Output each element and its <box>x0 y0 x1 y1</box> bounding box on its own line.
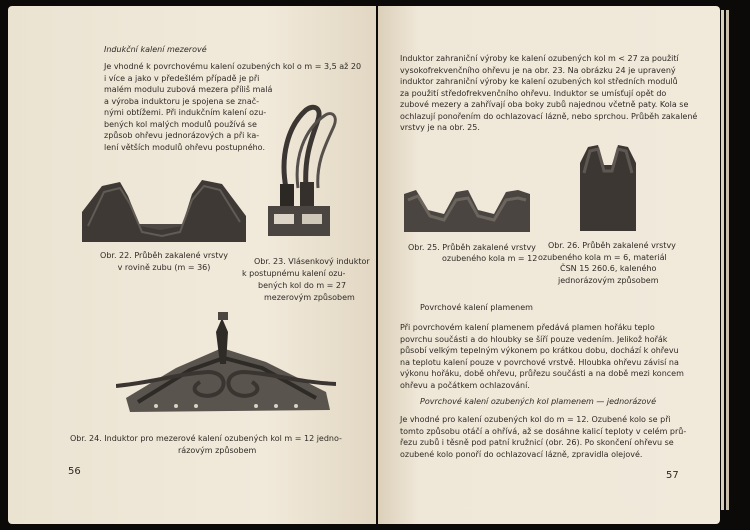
text-line: bených kol malých modulů používá se <box>104 119 257 129</box>
page-number: 57 <box>666 470 679 481</box>
text-line: Induktor zahraniční výroby ke kalení ozubených kol m < 27 za použití <box>400 54 679 63</box>
text-line: ochlazují ponořením do ochlazovací lázně, nebo sprchou. Průběh zakalené <box>400 111 698 121</box>
figure-24-caption-line: Obr. 24. Induktor pro mezerové kalení ozubených kol m = 12 jedno- <box>70 434 342 443</box>
text-line: tomto způsobu otáčí a ohřívá, až se dosáhne kalicí teploty v celém prů- <box>400 426 687 436</box>
text-line: ozubené kolo ponoří do ochlazovací lázně, zpravidla olejové. <box>400 449 643 459</box>
text-line: Je vhodné k povrchovému kalení ozubených kol o m = 3,5 až 20 <box>104 62 362 71</box>
figure-26-caption-line: Obr. 26. Průběh zakalené vrstvy <box>548 241 676 250</box>
section-heading: Indukční kalení mezerové <box>104 45 207 54</box>
text-line: zubové mezery a zahřívají oba boky zubů najednou včetně paty. Kola se <box>400 100 689 109</box>
text-line: řezu zubů i těsně pod patní kružnicí (obr. 26). Po skončení ohřevu se <box>400 438 674 447</box>
figure-23-hairpin-inductor <box>260 96 344 244</box>
text-line: ohřevu a počátkem ochlazování. <box>400 380 530 390</box>
page-number: 56 <box>68 466 81 477</box>
page-edge <box>726 10 729 510</box>
figure-24-caption-line: rázovým způsobem <box>178 446 257 455</box>
text-line: působí velkým tepelným výkonem po krátkou dobu, dochází k ohřevu <box>400 346 679 355</box>
text-line: vysokofrekvenčního ohřevu je na obr. 23. Na obrázku 24 je upravený <box>400 65 676 75</box>
figure-25-caption-line: Obr. 25. Průběh zakalené vrstvy <box>408 243 536 252</box>
figure-23-caption-line: mezerovým způsobem <box>264 293 355 302</box>
page-edge <box>721 10 724 510</box>
text-line: Je vhodné pro kalení ozubených kol do m = 12. Ozubené kolo se při <box>400 415 671 424</box>
figure-26-caption-line: jednorázovým způsobem <box>558 275 659 285</box>
text-line: a výroba induktoru je spojena se znač- <box>104 96 260 106</box>
text-line: Při povrchovém kalení plamenem předává plamen hořáku teplo <box>400 323 655 332</box>
figure-23-caption-line: bených kol do m = 27 <box>258 281 347 290</box>
figure-22-caption-line: v rovině zubu (m = 36) <box>117 263 211 272</box>
text-line: povrchu součásti a do hloubky se šíří pouze vedením. Jelikož hořák <box>400 334 668 344</box>
text-line: malém modulu zubová mezera příliš malá <box>104 85 273 94</box>
text-line: výkonu hořáku, době ohřevu, průřezu součásti a na době mezi koncem <box>400 369 684 378</box>
left-page <box>8 6 376 524</box>
figure-25-gear-section <box>404 184 530 232</box>
figure-26-caption-line: ČSN 15 260.6, kaleného <box>560 264 657 273</box>
text-line: za použití středofrekvenčního ohřevu. Induktor se umísťují opět do <box>400 88 667 98</box>
section-heading: Povrchové kalení ozubených kol plamenem — jednorázové <box>420 397 657 406</box>
figure-26-tooth <box>578 143 638 231</box>
text-line: i více a jako v předešlém případě je při <box>104 73 260 83</box>
figure-26-caption-line: ozubeného kola m = 6, materiál <box>538 252 667 262</box>
text-line: na teplotu kalení pouze v povrchové vrstvě. Hloubka ohřevu závisí na <box>400 357 679 367</box>
text-line: způsob ohřevu jednorázových a při ka- <box>104 131 260 140</box>
figure-24-inductor <box>116 302 336 418</box>
section-heading: Povrchové kalení plamenem <box>420 303 533 312</box>
figure-25-caption-line: ozubeného kola m = 12 <box>442 254 538 263</box>
text-line: nými obtížemi. Při indukčním kalení ozu- <box>104 108 267 117</box>
figure-23-caption-line: Obr. 23. Vlásenkový induktor <box>254 257 370 266</box>
text-line: vrstvy je na obr. 25. <box>400 123 480 132</box>
figure-23-caption-line: k postupnému kalení ozu- <box>242 269 346 278</box>
text-line: induktor zahraniční výroby ke kalení ozubených kol středních modulů <box>400 77 678 86</box>
figure-22-caption-line: Obr. 22. Průběh zakalené vrstvy <box>100 251 228 260</box>
text-line: lení větších modulů ohřevu postupného. <box>104 142 265 152</box>
right-page <box>378 6 720 524</box>
figure-22-tooth-profile <box>80 172 248 244</box>
